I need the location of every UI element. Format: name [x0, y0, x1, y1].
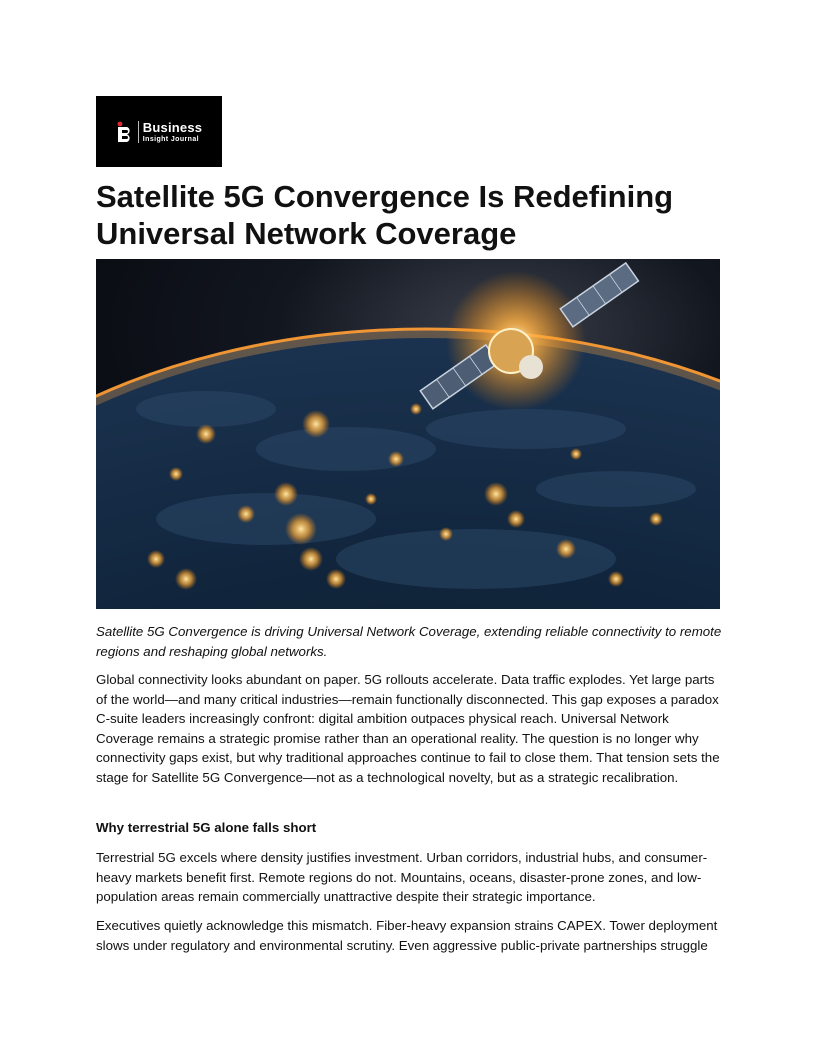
- article-paragraph: Global connectivity looks abundant on paper. 5G rollouts accelerate. Data traffic explodes. Yet large parts of the world—and many critical industries—remain functionally disconnected. This gap exposes a paradox C-suite leaders increasingly confront: digital ambition outpaces physical reach. Universal Network Coverage remains a strategic promise rather than an operational reality. The question is no longer why connectivity gaps exist, but why traditional approaches continue to fail to close them. That tension sets the stage for Satellite 5G Convergence—not as a technological novelty, but as a strategic recalibration.: [96, 672, 720, 785]
- hero-image: [96, 259, 720, 609]
- section-heading: Why terrestrial 5G alone falls short: [96, 820, 317, 835]
- article-paragraph: Terrestrial 5G excels where density justifies investment. Urban corridors, industrial hubs, and consumer-heavy markets benefit first. Remote regions do not. Mountains, oceans, disaster-prone zones, and low-population areas remain commercially unattractive despite their strategic importance.: [96, 850, 708, 905]
- article-title: Satellite 5G Convergence Is Redefining Universal Network Coverage: [96, 179, 674, 251]
- logo-subtitle: Insight Journal: [142, 135, 199, 143]
- satellite-earth-illustration: [96, 259, 720, 609]
- article-paragraph: Executives quietly acknowledge this mismatch. Fiber-heavy expansion strains CAPEX. Tower deployment slows under regulatory and environmental scrutiny. Even aggressive public-private partnerships struggle: [96, 918, 718, 953]
- logo-wordmark: [138, 121, 202, 143]
- publication-logo: [96, 96, 222, 167]
- logo-b-icon: [116, 121, 134, 143]
- logo-brand: Business: [142, 119, 203, 135]
- image-caption: Satellite 5G Convergence is driving Universal Network Coverage, extending reliable connectivity to remote regions and reshaping global networks.: [96, 624, 722, 659]
